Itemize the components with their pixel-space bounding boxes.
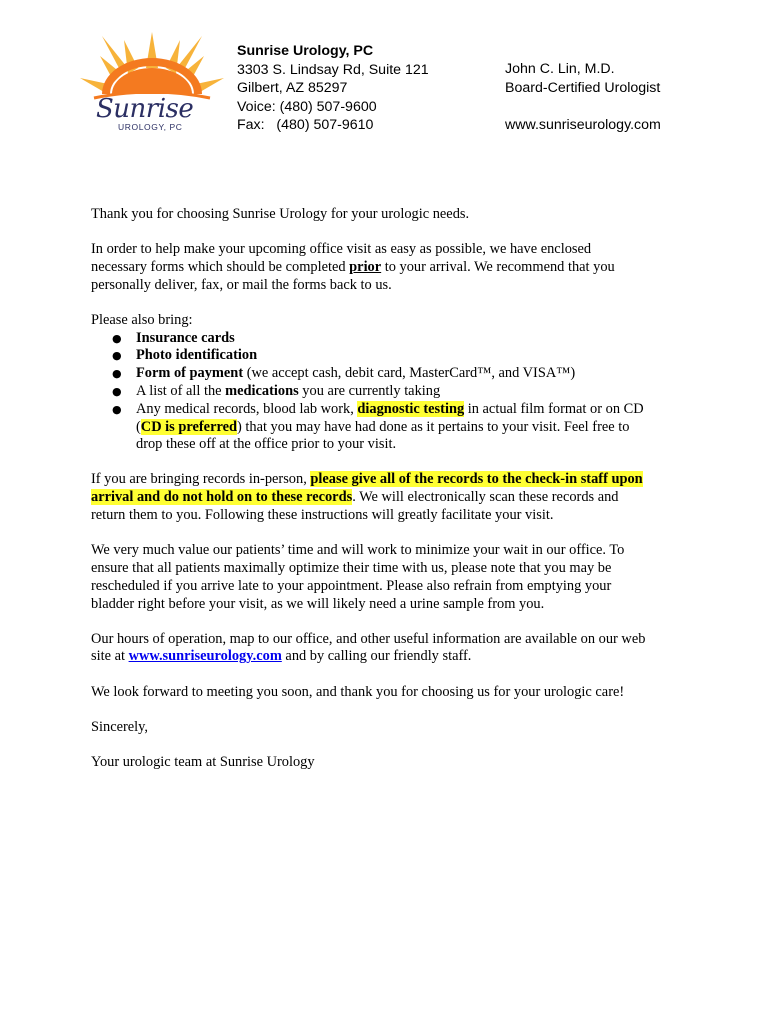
- bullet-icon: ●: [112, 367, 122, 381]
- highlight-records: please give all of the records to the check-in staff upon arrival and do not hold on to these records: [91, 471, 643, 506]
- logo-subtitle: UROLOGY, PC: [118, 122, 183, 132]
- sincerely: Sincerely,: [91, 718, 149, 735]
- prior-emphasis: prior: [349, 258, 382, 275]
- doctor-block: [505, 60, 661, 134]
- paragraph-hours: Our hours of operation, map to our office, and other useful information are available on our web site at www.sunriseurology.com and by calling our friendly staff.: [91, 630, 646, 665]
- paragraph-time: We very much value our patients’ time and will work to minimize your wait in our office. To ensure that all patients maximally optimize their time with us, please note that you may be rescheduled if you arrive late to your appointment. Please also refrain from emptying your bladder right before your visit, as we will likely need a urine sample from you.: [91, 542, 625, 612]
- address-line-1: 3303 S. Lindsay Rd, Suite 121: [237, 61, 429, 78]
- highlight-cd: CD is preferred: [140, 418, 237, 435]
- list-item: ● Photo identification: [112, 347, 258, 364]
- header-website: www.sunriseurology.com: [505, 116, 661, 133]
- fax-number: Fax: (480) 507-9610: [237, 117, 374, 134]
- signature: Your urologic team at Sunrise Urology: [91, 753, 315, 770]
- bullet-icon: ●: [112, 402, 122, 416]
- highlight-diagnostic: diagnostic testing: [357, 400, 465, 417]
- sunrise-logo: [72, 28, 232, 140]
- list-item: ● Any medical records, blood lab work, diagnostic testing in actual film format or on CD (CD is preferred) that you may have had done as it pertains to your visit. Feel free to drop these off at the office prior to your visit.: [112, 400, 644, 453]
- paragraph-records: If you are bringing records in-person, please give all of the records to the check-in staff upon arrival and do not hold on to these records. We will electronically scan these records and return them to you. Following these instructions will greatly facilitate your visit.: [91, 471, 643, 524]
- doctor-name: John C. Lin, M.D.: [505, 61, 615, 77]
- paragraph-forms: In order to help make your upcoming office visit as easy as possible, we have enclosed necessary forms which should be completed prior to your arrival. We recommend that you personally deliver, fax, or mail the forms back to us.: [91, 241, 615, 293]
- bring-lead: Please also bring:: [91, 311, 193, 328]
- practice-address-block: [237, 42, 429, 135]
- website-link[interactable]: www.sunriseurology.com: [128, 648, 282, 665]
- paragraph-closing: We look forward to meeting you soon, and thank you for choosing us for your urologic care!: [91, 683, 625, 700]
- letter-body: [91, 206, 647, 789]
- list-item: ● Form of payment (we accept cash, debit card, MasterCard™, and VISA™): [112, 365, 576, 382]
- bullet-icon: ●: [112, 331, 122, 345]
- list-item: ● A list of all the medications you are currently taking: [112, 382, 441, 399]
- list-item: ● Insurance cards: [112, 329, 235, 346]
- bullet-icon: ●: [112, 349, 122, 363]
- voice-number: Voice: (480) 507-9600: [237, 98, 377, 115]
- bring-list: [91, 330, 647, 455]
- paragraph-thanks: Thank you for choosing Sunrise Urology for your urologic needs.: [91, 206, 470, 222]
- doctor-title: Board-Certified Urologist: [505, 79, 661, 96]
- bullet-icon: ●: [112, 384, 122, 398]
- practice-name: Sunrise Urology, PC: [237, 43, 374, 59]
- address-line-2: Gilbert, AZ 85297: [237, 80, 348, 97]
- logo-wordmark: Sunrise: [96, 94, 194, 124]
